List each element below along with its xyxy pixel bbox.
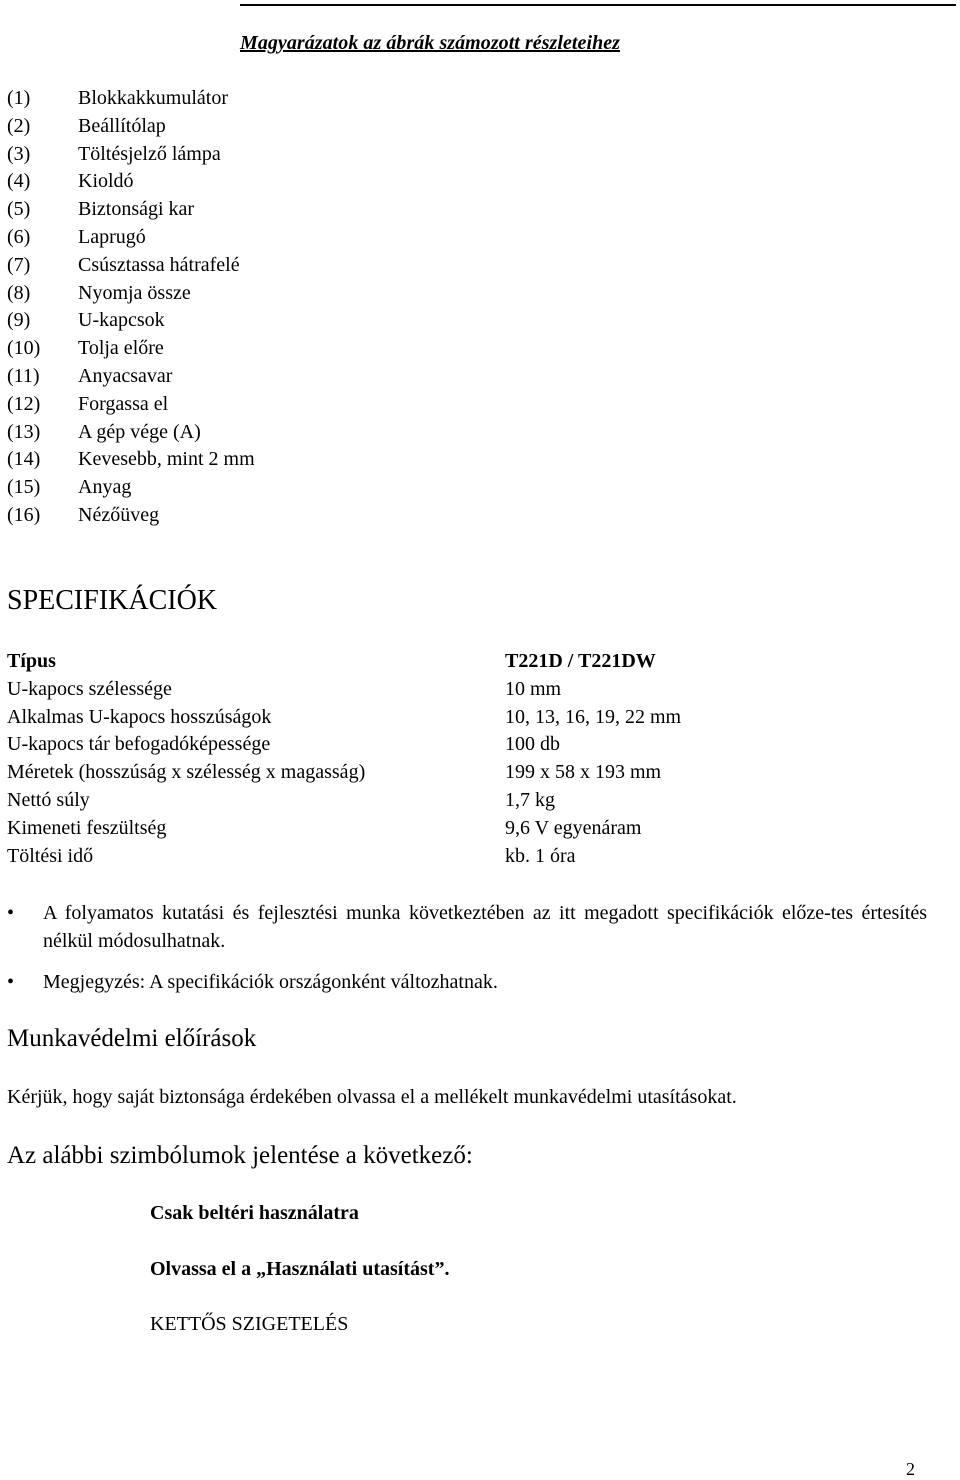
legend-text: Anyag	[78, 476, 132, 499]
legend-text: Laprugó	[78, 225, 146, 248]
spec-value: 9,6 V egyenáram	[505, 816, 642, 839]
legend-number: (15)	[7, 476, 41, 499]
spec-row	[7, 676, 947, 704]
spec-value: 100 db	[505, 733, 560, 756]
spec-row	[7, 704, 947, 732]
legend-text: A gép vége (A)	[78, 420, 201, 443]
spec-row	[7, 843, 947, 871]
spec-row	[7, 731, 947, 759]
symbol-double-insulation: KETTŐS SZIGETELÉS	[150, 1313, 349, 1335]
legend-text: Forgassa el	[78, 392, 169, 415]
legend-number: (12)	[7, 392, 41, 415]
spec-label: U-kapocs tár befogadóképessége	[7, 733, 271, 756]
legend-text: Tolja előre	[78, 337, 164, 360]
legend-number: (3)	[7, 142, 31, 165]
legend-text: Nyomja össze	[78, 281, 191, 304]
spec-value: 1,7 kg	[505, 788, 555, 811]
note-item	[7, 900, 927, 955]
spec-value: 10, 13, 16, 19, 22 mm	[505, 705, 682, 728]
symbol-read-manual: Olvassa el a „Használati utasítást”.	[150, 1258, 450, 1280]
spec-label: U-kapocs szélessége	[7, 677, 172, 700]
legend-number: (13)	[7, 420, 41, 443]
legend-text: U-kapcsok	[78, 309, 165, 332]
note-text: A folyamatos kutatási és fejlesztési munka következtében az itt megadott specifikációk előze-tes értesítés nélkül módosulhatnak.	[43, 902, 927, 952]
legend-number: (10)	[7, 337, 41, 360]
bullet-icon: •	[7, 902, 15, 924]
spec-row	[7, 787, 947, 815]
legend-number: (11)	[7, 364, 40, 387]
spec-header-row	[7, 648, 947, 676]
legend-text: Csúsztassa hátrafelé	[78, 253, 240, 276]
header-rule	[240, 4, 956, 6]
spec-value: 199 x 58 x 193 mm	[505, 761, 662, 784]
spec-value: kb. 1 óra	[505, 844, 576, 867]
legend-number: (7)	[7, 253, 31, 276]
note-item	[7, 969, 927, 997]
legend-text: Kevesebb, mint 2 mm	[78, 448, 255, 471]
safety-heading: Munkavédelmi előírások	[7, 1025, 257, 1052]
spec-value: T221D / T221DW	[505, 650, 656, 672]
specifications-heading: SPECIFIKÁCIÓK	[7, 585, 218, 616]
spec-label: Kimeneti feszültség	[7, 816, 167, 839]
spec-label: Töltési idő	[7, 844, 94, 867]
spec-label: Nettó súly	[7, 788, 90, 811]
legend-number: (5)	[7, 198, 31, 221]
legend-text: Beállítólap	[78, 114, 166, 137]
note-text: Megjegyzés: A specifikációk országonként változhatnak.	[43, 971, 498, 993]
legend-number: (8)	[7, 281, 31, 304]
spec-row	[7, 815, 947, 843]
legend-text: Anyacsavar	[78, 364, 173, 387]
legend-text: Nézőüveg	[78, 503, 160, 526]
legend-number: (16)	[7, 503, 41, 526]
bullet-icon: •	[7, 971, 15, 993]
legend-number: (1)	[7, 87, 31, 109]
legend-text: Blokkakkumulátor	[78, 87, 228, 109]
legend-text: Kioldó	[78, 170, 134, 193]
spec-row	[7, 759, 947, 787]
specifications-table	[7, 648, 947, 870]
symbols-heading: Az alábbi szimbólumok jelentése a következő:	[7, 1142, 473, 1169]
legend-number: (9)	[7, 309, 31, 332]
spec-label: Alkalmas U-kapocs hosszúságok	[7, 705, 272, 728]
spec-notes	[7, 900, 927, 1011]
spec-label: Típus	[7, 650, 56, 672]
spec-value: 10 mm	[505, 677, 562, 700]
legend-text: Töltésjelző lámpa	[78, 142, 221, 165]
legend-number: (2)	[7, 114, 31, 137]
spec-label: Méretek (hosszúság x szélesség x magasság)	[7, 761, 366, 784]
safety-text: Kérjük, hogy saját biztonsága érdekében olvassa el a mellékelt munkavédelmi utasításokat.	[7, 1086, 737, 1108]
header-title: Magyarázatok az ábrák számozott részleteihez	[240, 32, 621, 54]
symbol-indoor-use: Csak beltéri használatra	[150, 1202, 359, 1224]
page-number: 2	[906, 1459, 915, 1479]
legend-text: Biztonsági kar	[78, 198, 195, 221]
legend-number: (4)	[7, 170, 31, 193]
legend-number: (14)	[7, 448, 41, 471]
legend-number: (6)	[7, 225, 31, 248]
